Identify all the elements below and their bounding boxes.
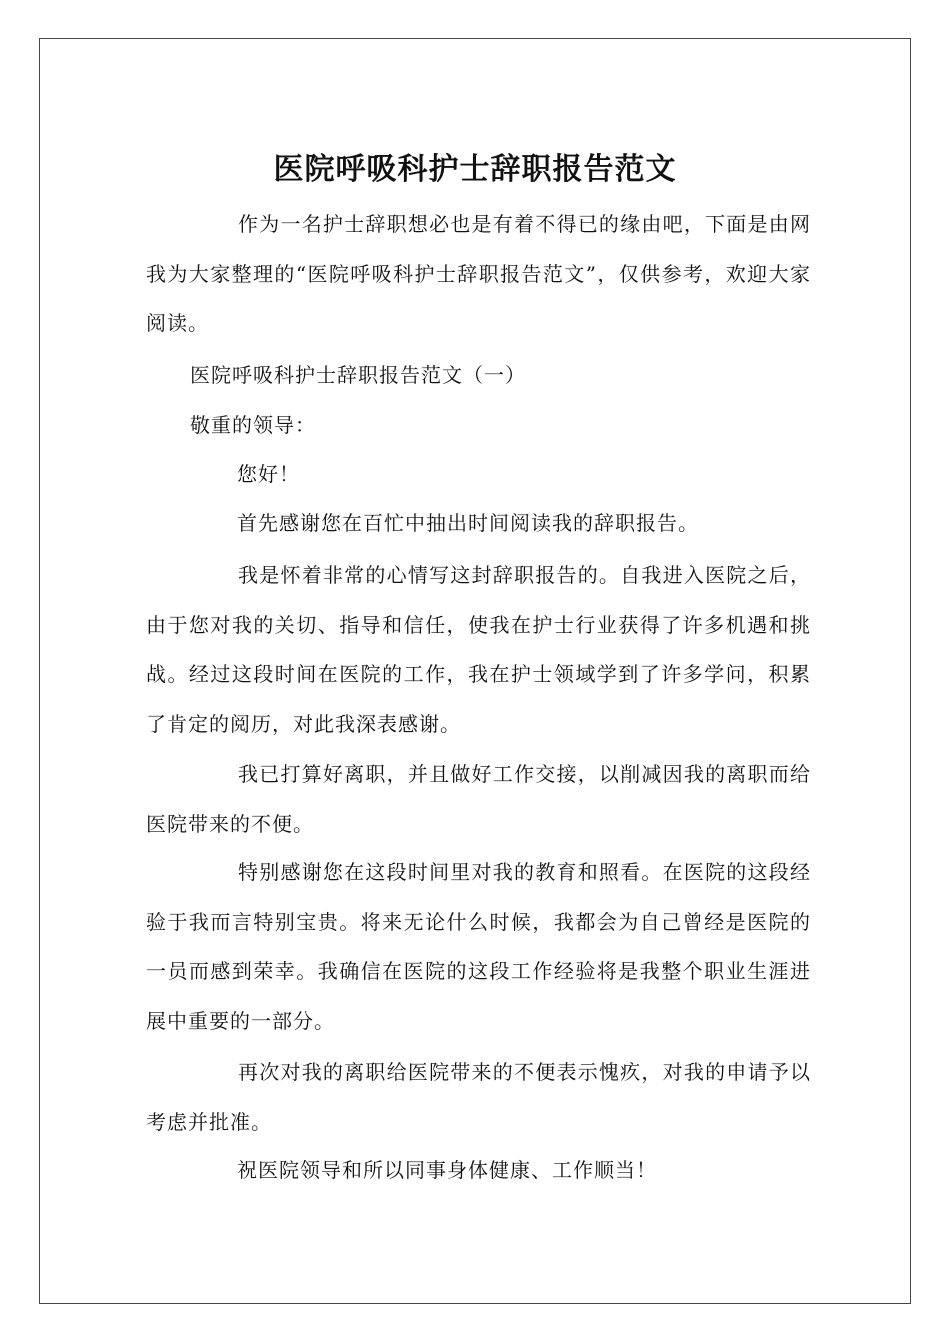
section-heading: 医院呼吸科护士辞职报告范文（一）	[190, 363, 526, 387]
closing-wish: 祝医院领导和所以同事身体健康、工作顺当！	[237, 1158, 657, 1182]
body-paragraph-1: 首先感谢您在百忙中抽出时间阅读我的辞职报告。	[237, 511, 699, 535]
document-title: 医院呼吸科护士辞职报告范文	[273, 152, 677, 188]
salutation: 敬重的领导：	[190, 413, 316, 437]
body-paragraph-2: 我是怀着非常的心情写这封辞职报告的。自我进入医院之后，由于您对我的关切、指导和信任，使我在护士行业获得了许多机遇和挑战。经过这段时间在医院的工作，我在护士领域学到了许多学问，积累了肯定的阅历，对此我深表感谢。	[146, 563, 811, 736]
intro-paragraph: 作为一名护士辞职想必也是有着不得已的缘由吧，下面是由网我为大家整理的“医院呼吸科护士辞职报告范文”，仅供参考，欢迎大家阅读。	[146, 212, 811, 336]
greeting: 您好！	[237, 462, 300, 486]
body-paragraph-4: 特别感谢您在这段时间里对我的教育和照看。在医院的这段经验于我而言特别宝贵。将来无论什么时候，我都会为自己曾经是医院的一员而感到荣幸。我确信在医院的这段工作经验将是我整个职业生涯进展中重要的一部分。	[146, 860, 811, 1033]
body-paragraph-3: 我已打算好离职，并且做好工作交接，以削减因我的离职而给医院带来的不便。	[146, 762, 811, 836]
body-paragraph-5: 再次对我的离职给医院带来的不便表示愧疚，对我的申请予以考虑并批准。	[146, 1060, 811, 1134]
